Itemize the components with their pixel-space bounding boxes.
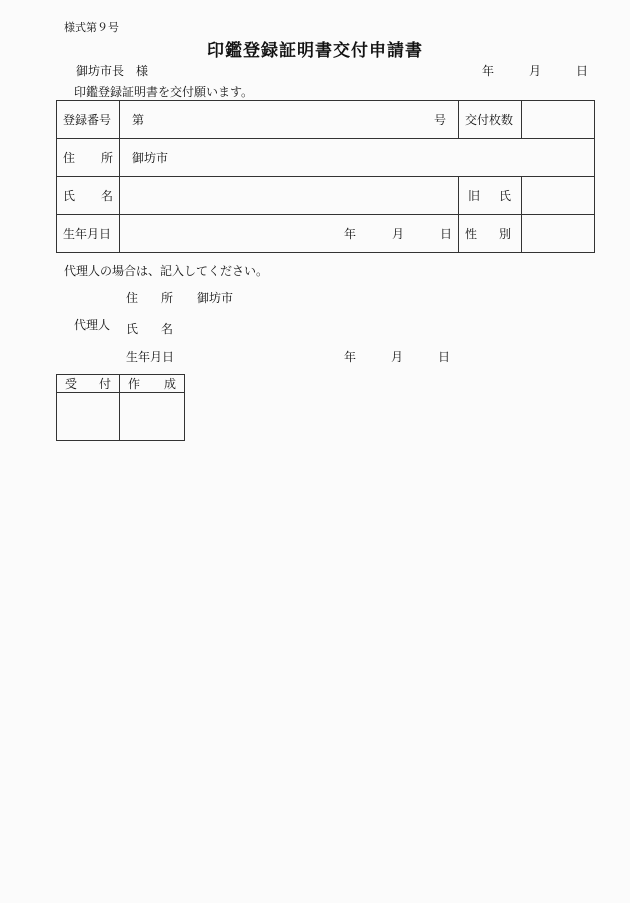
agent-label: 代理人 <box>74 318 111 332</box>
birthdate-field[interactable] <box>120 215 459 253</box>
birth-year-label: 年 <box>343 227 356 241</box>
agent-address-label-2: 所 <box>161 291 174 305</box>
registration-number-field[interactable] <box>120 101 459 139</box>
received-label: 受 付 <box>57 375 120 393</box>
created-stamp-cell[interactable] <box>120 393 185 441</box>
address-value: 御坊市 <box>132 151 169 165</box>
form-number: 様式第９号 <box>64 21 119 34</box>
received-stamp-cell[interactable] <box>57 393 120 441</box>
agent-note: 代理人の場合は、記入してください。 <box>64 264 269 278</box>
name-label: 氏 名 <box>57 177 120 215</box>
birthdate-label: 生年月日 <box>57 215 120 253</box>
agent-birth-day-label: 日 <box>438 350 451 364</box>
date-day-label: 日 <box>576 64 589 78</box>
birth-month-label: 月 <box>391 227 404 241</box>
reception-box <box>56 374 185 441</box>
reception-stamp-row <box>57 393 185 441</box>
date-month-label: 月 <box>529 64 542 78</box>
birthdate-row <box>57 215 595 253</box>
agent-birthdate-label: 生年月日 <box>126 350 175 364</box>
agent-birth-month-label: 月 <box>391 350 404 364</box>
date-year-label: 年 <box>482 64 495 78</box>
address-field[interactable] <box>120 139 595 177</box>
registration-number-label: 登録番号 <box>57 101 120 139</box>
agent-name-label-1: 氏 <box>126 322 139 336</box>
registration-prefix: 第 <box>132 113 145 127</box>
agent-address-label-1: 住 <box>126 291 139 305</box>
request-text: 印鑑登録証明書を交付願います。 <box>74 85 254 99</box>
former-surname-field[interactable] <box>522 177 595 215</box>
registration-suffix: 号 <box>433 113 446 127</box>
copies-field[interactable] <box>522 101 595 139</box>
name-row <box>57 177 595 215</box>
page-title: 印鑑登録証明書交付申請書 <box>207 41 423 61</box>
reception-header-row <box>57 375 185 393</box>
agent-birth-year-label: 年 <box>344 350 357 364</box>
copies-label: 交付枚数 <box>459 101 522 139</box>
name-field[interactable] <box>120 177 459 215</box>
address-row <box>57 139 595 177</box>
former-surname-label: 旧 氏 <box>459 177 522 215</box>
agent-name-label-2: 名 <box>161 322 174 336</box>
sex-field[interactable] <box>522 215 595 253</box>
application-table <box>56 100 595 253</box>
sex-label: 性 別 <box>459 215 522 253</box>
address-label: 住 所 <box>57 139 120 177</box>
agent-address-value[interactable]: 御坊市 <box>197 291 234 305</box>
addressee: 御坊市長 様 <box>76 64 149 78</box>
registration-row <box>57 101 595 139</box>
created-label: 作 成 <box>120 375 185 393</box>
birth-day-label: 日 <box>439 227 452 241</box>
